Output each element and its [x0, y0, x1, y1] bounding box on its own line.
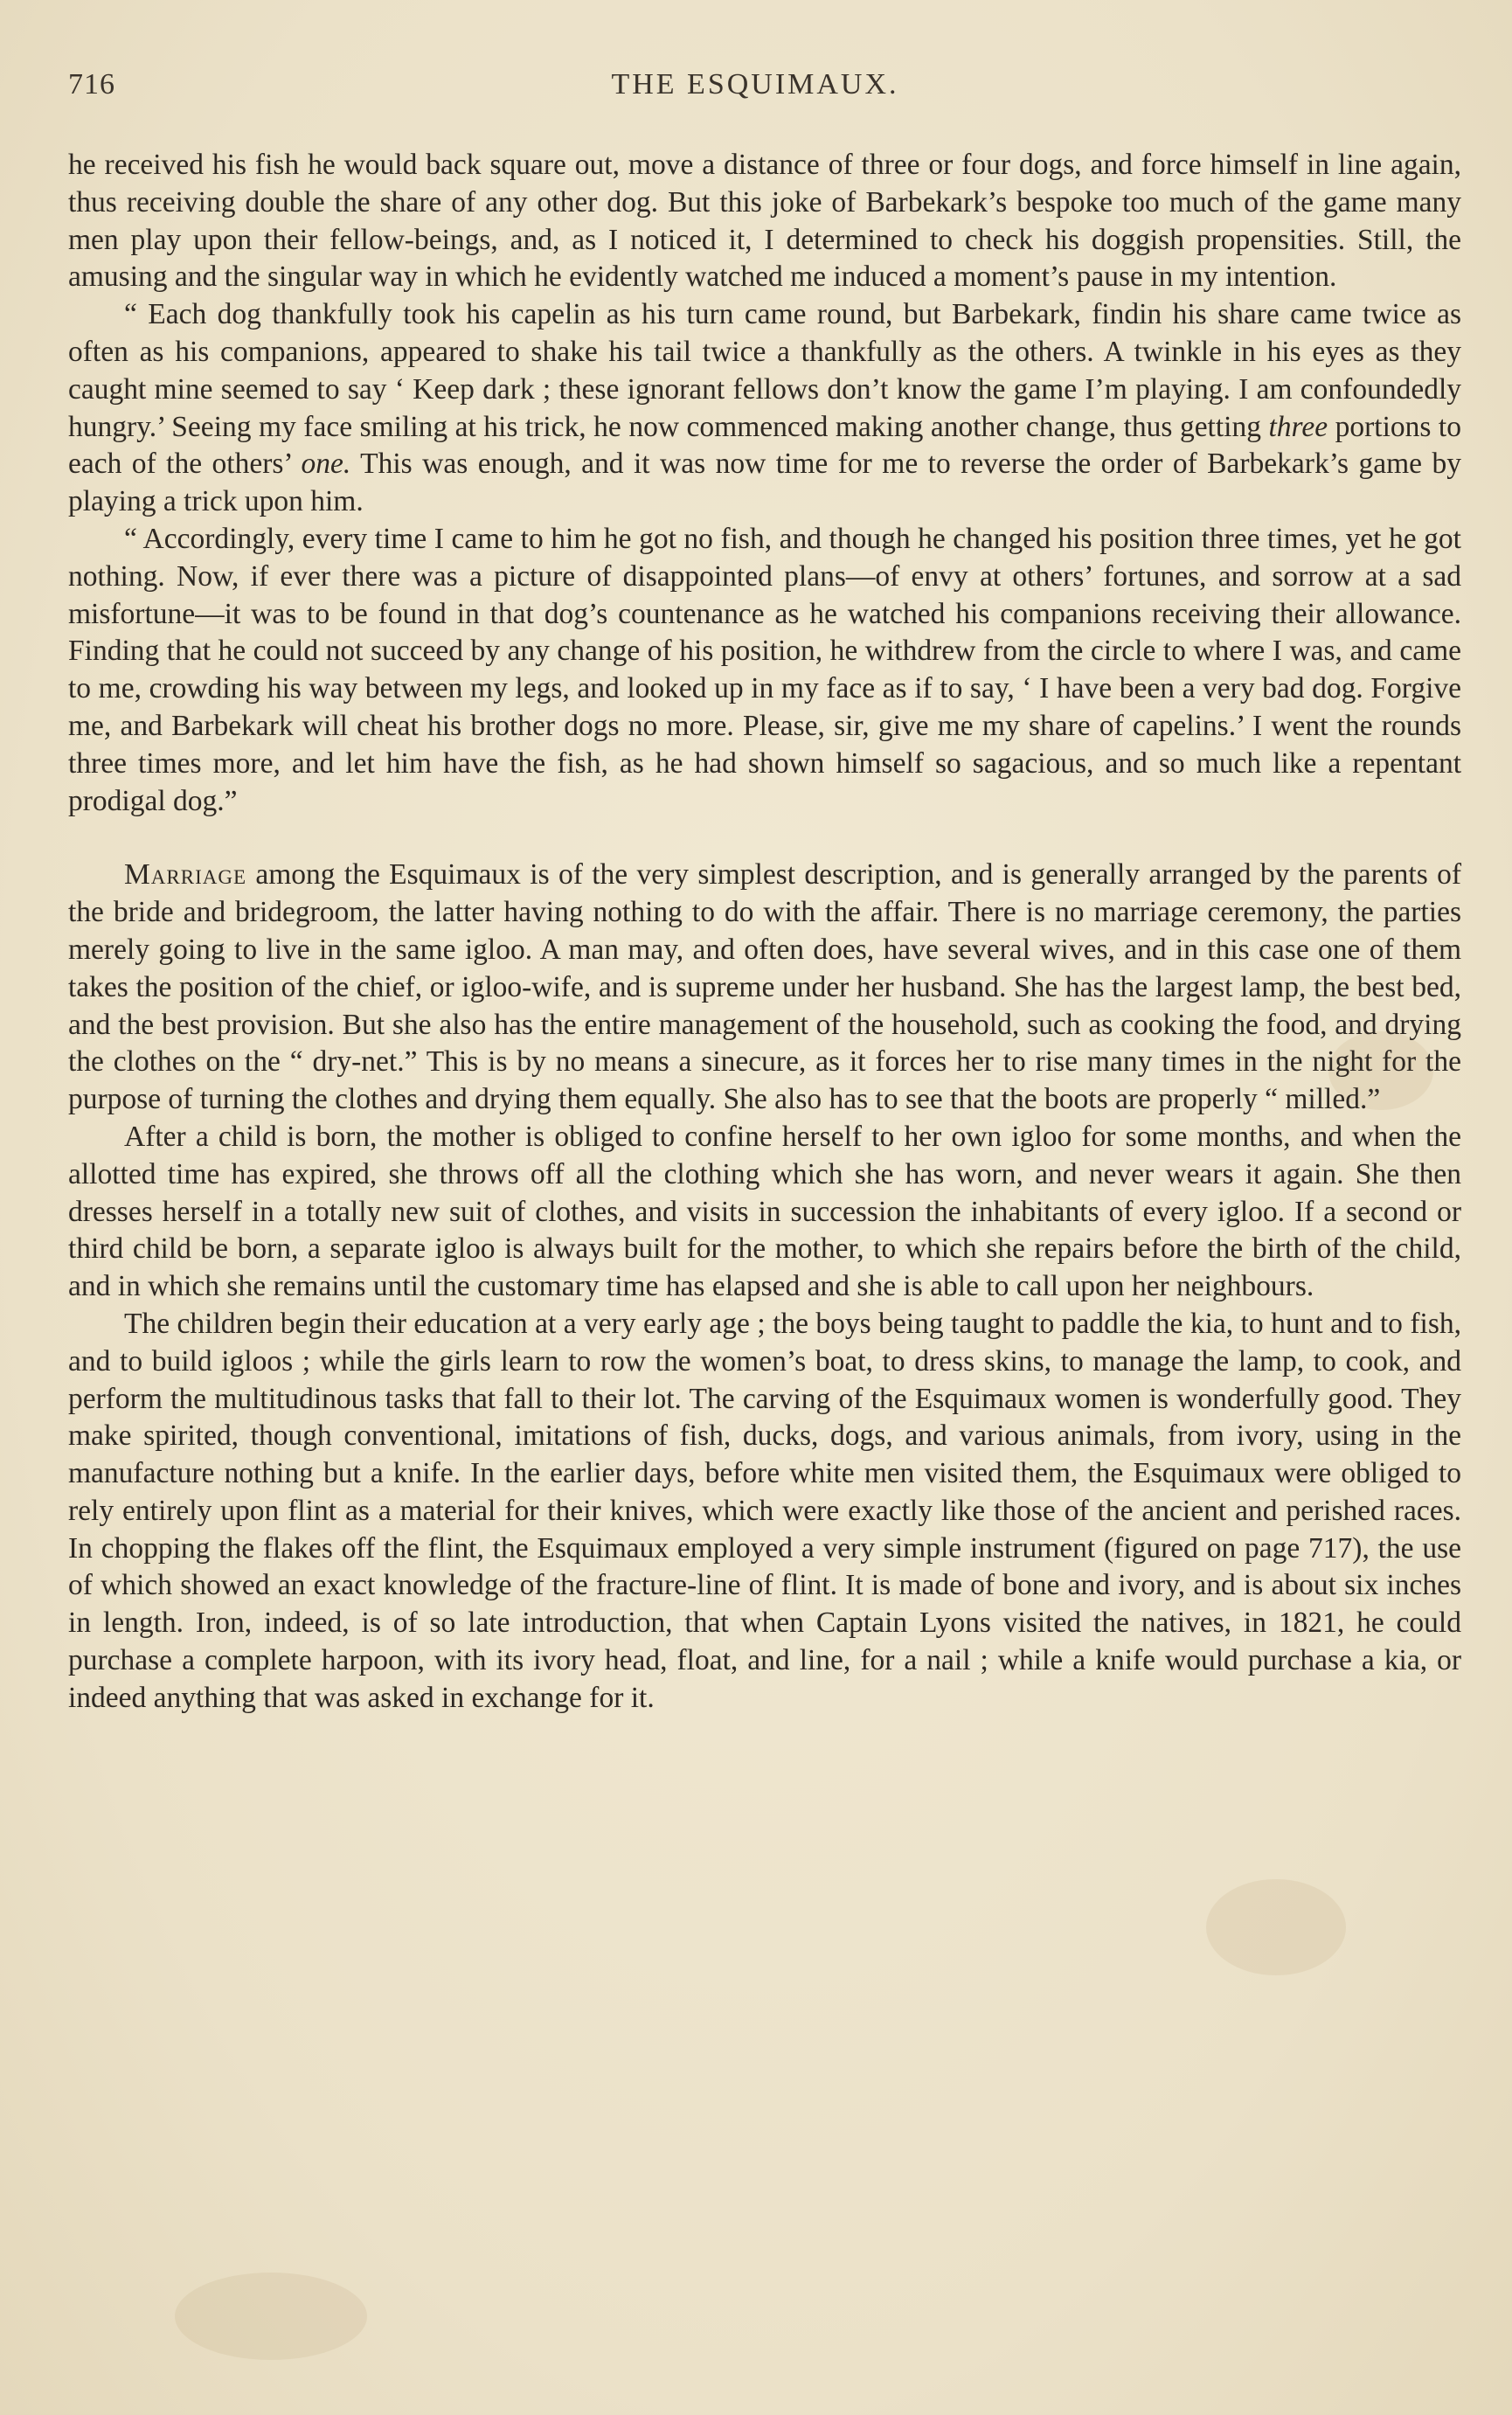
paragraph [68, 296, 1461, 521]
paragraph: “ Accordingly, every time I came to him he got no fish, and though he changed his position three times, yet he got nothing. Now, if ever there was a picture of disappointed plans—of envy at others’ fortunes, and sorrow at a sad misfortune—it was to be found in that dog’s countenance as he watched his companions receiving their allowance. Finding that he could not succeed by any change of his position, he withdrew from the circle to where I was, and came to me, crowding his way between my legs, and looked up in my face as if to say, ‘ I have been a very bad dog. Forgive me, and Barbekark will cheat his brother dogs no more. Please, sir, give me my share of capelins.’ I went the rounds three times more, and let him have the fish, as he had shown himself so sagacious, and so much like a repentant prodigal dog.” [68, 522, 1461, 817]
text-run: among the Esquimaux is of the very simplest description, and is generally arranged by the parents of the bride and bridegroom, the latter having nothing to do with the affair. There is no marriage ceremony, the parties merely going to live in the same igloo. A man may, and often does, have several wives, and in this case one of them takes the position of the chief, or igloo-wife, and is supreme under her husband. She has the largest lamp, the best bed, and the best provision. But she also has the entire management of the household, such as cooking the food, and drying the clothes on the “ dry-net.” This is by no means a sinecure, as it forces her to rise many times in the night for the purpose of turning the clothes and drying them equally. She also has to see that the boots are properly “ milled.” [68, 858, 1461, 1116]
text-run: “ Each dog thankfully took his capelin as his turn came round, but Barbekark, findin his share came twice as often as his companions, appeared to shake his tail twice a thankfully as the others. A twinkle in his eyes as they caught mine seemed to say ‘ Keep dark ; these ignorant fellows don’t know the game I’m playing. I am confoundedly hungry.’ Seeing my face smiling at his trick, he now commenced making another change, thus getting [68, 298, 1461, 443]
italic-text: three [1268, 410, 1328, 443]
paper-stain [1206, 1879, 1346, 1975]
paragraph: The children begin their education at a very early age ; the boys being taught to paddle the kia, to hunt and to fish, and to build igloos ; while the girls learn to row the women’s boat, to dress skins, to manage the lamp, to cook, and perform the multitudinous tasks that fall to their lot. The carving of the Esquimaux women is wonderfully good. They make spirited, though conventional, imitations of fish, ducks, dogs, and various animals, from ivory, using in the manufacture nothing but a knife. In the earlier days, before white men visited them, the Esquimaux were obliged to rely entirely upon flint as a material for their knives, which were exactly like those of the ancient and perished races. In chopping the flakes off the flint, the Esquimaux employed a very simple instrument (figured on page 717), the use of which showed an exact knowledge of the fracture-line of flint. It is made of bone and ivory, and is about six inches in length. Iron, indeed, is of so late introduction, that when Captain Lyons visited the natives, in 1821, he could purchase a complete harpoon, with its ivory head, float, and line, for a nail ; while a knife would purchase a kia, or indeed anything that was asked in exchange for it. [68, 1307, 1461, 1714]
paragraph [68, 857, 1461, 1119]
text-run: portions to each of the others’ [68, 410, 1461, 481]
paragraph: After a child is born, the mother is obliged to confine herself to her own igloo for some months, and when the allotted time has expired, she throws off all the clothing which she has worn, and never wears it again. She then dresses herself in a totally new suit of clothes, and visits in succession the inhabitants of every igloo. If a second or third child be born, a separate igloo is always built for the mother, to which she repairs before the birth of the child, and in which she remains until the customary time has elapsed and she is able to call upon her neighbours. [68, 1120, 1461, 1303]
italic-text: one. [301, 448, 351, 481]
page-number: 716 [68, 68, 115, 101]
paragraph: he received his fish he would back square out, move a distance of three or four dogs, and force himself in line again, thus receiving double the share of any other dog. But this joke of Barbekark’s bespoke too much of the game many men play upon their fellow-beings, and, as I noticed it, I determined to check his doggish propensities. Still, the amusing and the singular way in which he evidently watched me induced a moment’s pause in my intention. [68, 149, 1461, 294]
running-title: THE ESQUIMAUX. [611, 68, 899, 101]
page-header [68, 68, 1442, 112]
page-body [68, 147, 1461, 1718]
text-run: This was enough, and it was now time for me to reverse the order of Barbekark’s game by playing a trick upon him. [68, 448, 1461, 518]
paper-stain [175, 2273, 367, 2360]
section-lead-word: Marriage [124, 858, 247, 892]
